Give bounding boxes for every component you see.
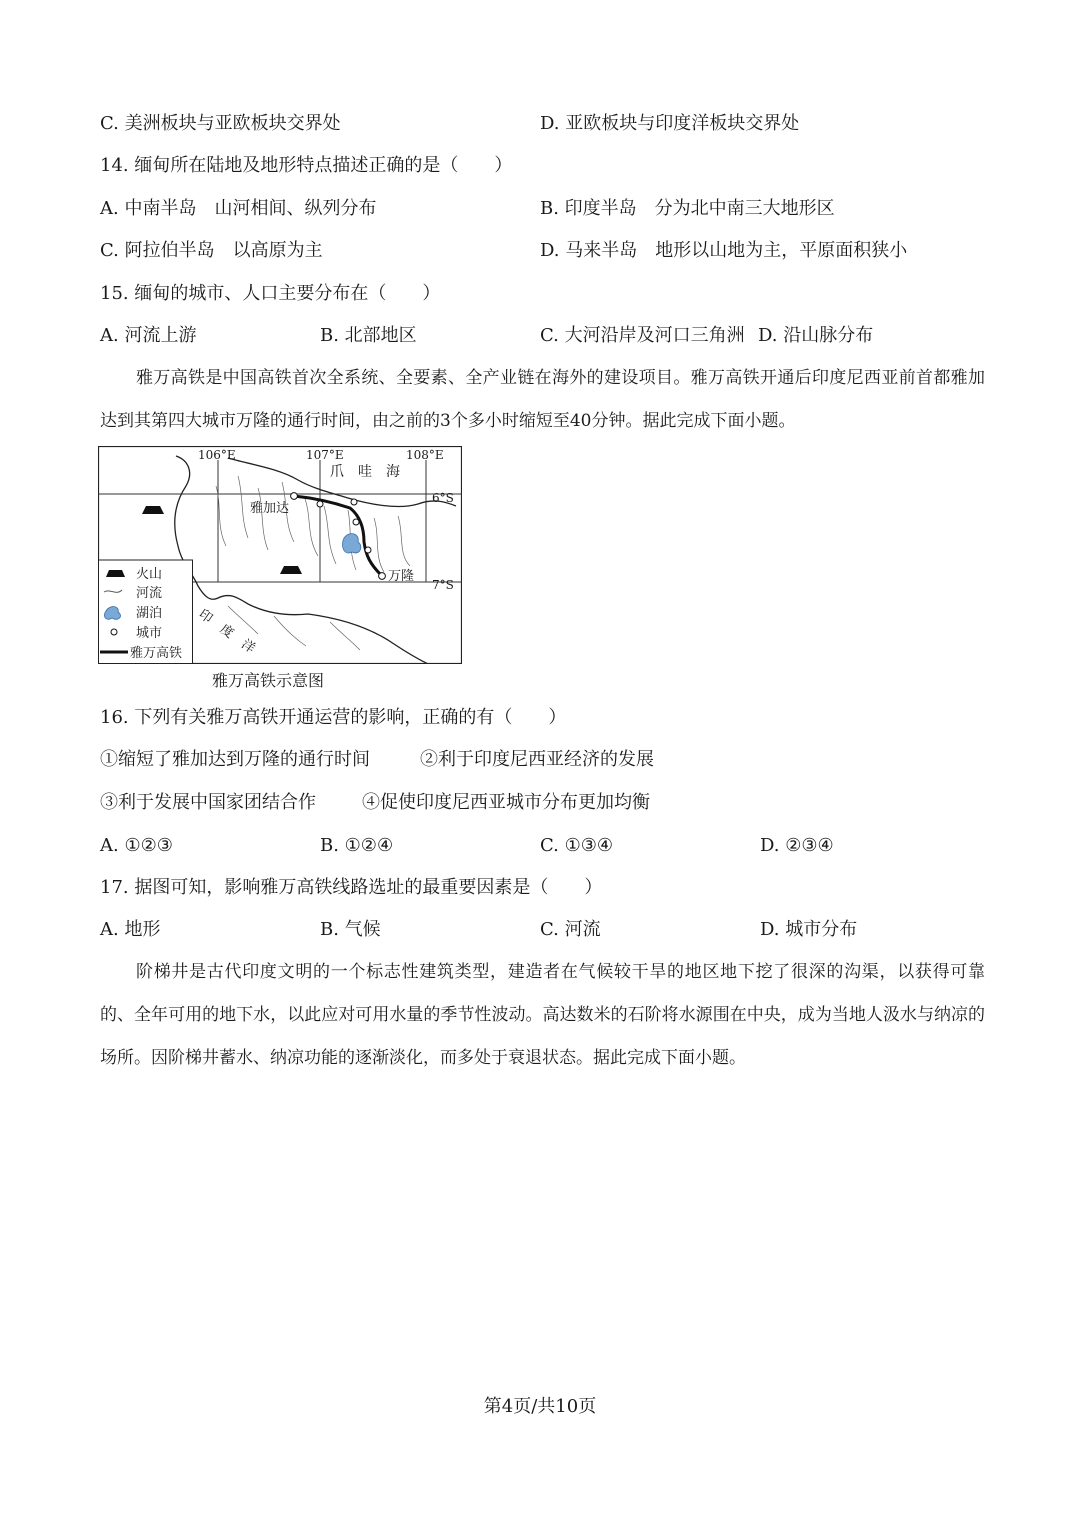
city-marker: [351, 499, 357, 505]
q17-option-a: A. 地形: [100, 919, 161, 940]
q16-option-b: B. ①②④: [320, 835, 394, 856]
lon-label-108: 108°E: [406, 448, 444, 462]
q16-option-d: D. ②③④: [760, 835, 834, 856]
jakarta-label: 雅加达: [250, 501, 290, 516]
legend-lake-label: 湖泊: [136, 606, 163, 621]
q16-stem: 16. 下列有关雅万高铁开通运营的影响，正确的有（ ）: [100, 707, 567, 728]
lon-label-107: 107°E: [306, 448, 344, 462]
q14-stem: 14. 缅甸所在陆地及地形特点描述正确的是（ ）: [100, 155, 513, 176]
city-marker: [353, 519, 359, 525]
q14-option-b: B. 印度半岛 分为北中南三大地形区: [540, 198, 835, 219]
lat-label-7s: 7°S: [432, 578, 454, 592]
lon-label-106: 106°E: [198, 448, 236, 462]
passage-jakarta-bandung: 雅万高铁是中国高铁首次全系统、全要素、全产业链在海外的建设项目。雅万高铁开通后印度尼西亚前首都雅加达到其第四大城市万隆的通行时间，由之前的3个多小时缩短至40分钟。据此完成下面小题。: [100, 368, 985, 431]
city-marker: [317, 501, 323, 507]
q13-option-c: C. 美洲板块与亚欧板块交界处: [100, 113, 341, 134]
city-jakarta: [291, 493, 298, 500]
q16-statement-1: ①缩短了雅加达到万隆的通行时间: [100, 749, 370, 770]
page-number: 第4页/共10页: [483, 1396, 597, 1417]
q14-option-a: A. 中南半岛 山河相间、纵列分布: [100, 198, 377, 219]
q14-option-c: C. 阿拉伯半岛 以高原为主: [100, 240, 323, 261]
q16-statement-4: ④促使印度尼西亚城市分布更加均衡: [362, 792, 650, 813]
q15-stem: 15. 缅甸的城市、人口主要分布在（ ）: [100, 283, 441, 304]
q15-option-b: B. 北部地区: [320, 325, 417, 346]
jakarta-bandung-railway-map: [98, 446, 462, 664]
city-bandung: [379, 573, 386, 580]
q16-statement-2: ②利于印度尼西亚经济的发展: [420, 749, 654, 770]
legend-city-label: 城市: [136, 626, 163, 641]
q17-stem: 17. 据图可知，影响雅万高铁线路选址的最重要因素是（ ）: [100, 877, 603, 898]
legend-river-label: 河流: [136, 586, 163, 601]
passage-stepwell: 阶梯井是古代印度文明的一个标志性建筑类型，建造者在气候较干旱的地区地下挖了很深的沟渠，以获得可靠的、全年可用的地下水，以此应对可用水量的季节性波动。高达数米的石阶将水源围在中央，成为当地人汲水与纳凉的场所。因阶梯井蓄水、纳凉功能的逐渐淡化，而多处于衰退状态。据此完成下面小题。: [100, 962, 985, 1068]
legend-volcano-label: 火山: [136, 567, 163, 582]
q17-option-c: C. 河流: [540, 919, 601, 940]
legend-railway-label: 雅万高铁: [130, 646, 183, 661]
java-sea-label: 爪 哇 海: [330, 464, 400, 480]
legend-volcano-icon: [106, 570, 125, 577]
q17-option-d: D. 城市分布: [760, 919, 858, 940]
q16-option-a: A. ①②③: [100, 835, 173, 856]
indian-ocean-label: 印 度 洋: [195, 606, 258, 657]
lat-label-6s: 6°S: [432, 491, 454, 505]
city-marker: [365, 547, 371, 553]
map-legend: [99, 560, 193, 664]
q15-option-d: D. 沿山脉分布: [758, 325, 874, 346]
q16-option-c: C. ①③④: [540, 835, 613, 856]
q15-option-c: C. 大河沿岸及河口三角洲: [540, 325, 745, 346]
legend-city-icon: [111, 629, 117, 635]
bandung-label: 万隆: [388, 569, 415, 584]
q14-option-d: D. 马来半岛 地形以山地为主，平原面积狭小: [540, 240, 908, 261]
q17-option-b: B. 气候: [320, 919, 381, 940]
q13-option-d: D. 亚欧板块与印度洋板块交界处: [540, 113, 800, 134]
q16-statement-3: ③利于发展中国家团结合作: [100, 792, 316, 813]
q15-option-a: A. 河流上游: [100, 325, 197, 346]
map-caption: 雅万高铁示意图: [212, 671, 325, 690]
